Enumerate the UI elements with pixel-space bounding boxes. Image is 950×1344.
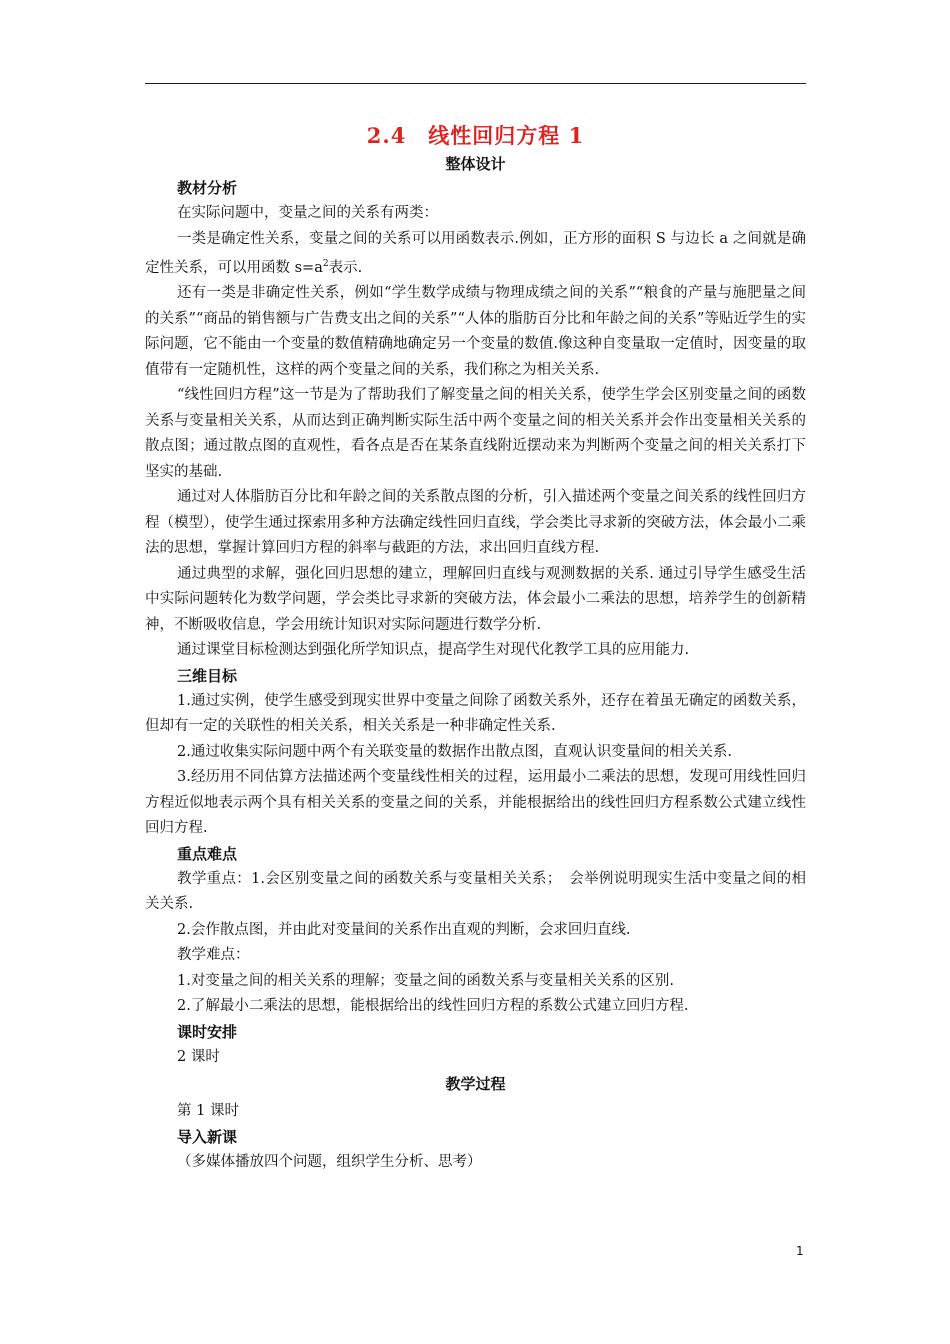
paragraph: 2.通过收集实际问题中两个有关联变量的数据作出散点图，直观认识变量间的相关关系. xyxy=(177,743,732,760)
paragraph: 教学重点：1.会区别变量之间的函数关系与变量相关关系； 会举例说明现实生活中变量之间的相关关系. xyxy=(145,870,806,913)
paragraph: 通过对人体脂肪百分比和年龄之间的关系散点图的分析，引入描述两个变量之间关系的线性回归方程（模型），使学生通过探索用多种方法确定线性回归直线，学会类比寻求新的突破方法，体会最小二乘法的思想，掌握计算回归方程的斜率与截距的方法，求出回归直线方程. xyxy=(145,489,806,557)
section-heading-key-points: 重点难点 xyxy=(177,844,238,863)
section-heading-teaching-process: 教学过程 xyxy=(445,1075,506,1094)
paragraph: 教学难点： xyxy=(177,947,250,964)
section-heading-introduction: 导入新课 xyxy=(177,1127,238,1146)
paragraph: （多媒体播放四个问题，组织学生分析、思考） xyxy=(177,1153,482,1170)
document-title: 2.4 线性回归方程 1 xyxy=(366,123,585,148)
header-rule xyxy=(145,83,806,84)
section-heading-schedule: 课时安排 xyxy=(177,1022,238,1041)
paragraph: 通过典型的求解，强化回归思想的建立，理解回归直线与观测数据的关系. 通过引导学生感受生活中实际问题转化为数学问题，学会类比寻求新的突破方法，体会最小二乘法的思想，培养学生的创新精神，不断吸收信息，学会用统计知识对实际问题进行数学分析. xyxy=(145,565,806,633)
section-heading-objectives: 三维目标 xyxy=(177,666,238,685)
paragraph: 通过课堂目标检测达到强化所学知识点，提高学生对现代化教学工具的应用能力. xyxy=(177,642,690,659)
paragraph: 2.会作散点图，并由此对变量间的关系作出直观的判断，会求回归直线. xyxy=(177,921,631,938)
paragraph: 3.经历用不同估算方法描述两个变量线性相关的过程，运用最小二乘法的思想，发现可用线性回归方程近似地表示两个具有相关关系的变量之间的关系，并能根据给出的线性回归方程系数公式建立线性回归方程. xyxy=(145,769,806,837)
document-body xyxy=(145,120,806,1175)
paragraph: 1.通过实例，使学生感受到现实世界中变量之间除了函数关系外，还存在着虽无确定的函数关系，但却有一定的关联性的相关关系，相关关系是一种非确定性关系. xyxy=(145,692,806,735)
paragraph: 第 1 课时 xyxy=(177,1103,239,1120)
paragraph: 还有一类是非确定性关系，例如“学生数学成绩与物理成绩之间的关系”“粮食的产量与施肥量之间的关系”“商品的销售额与广告费支出之间的关系”“人体的脂肪百分比和年龄之间的关系”等贴近学生的实际问题，它不能由一个变量的数值精确地确定另一个变量的数值.像这种自变量取一定值时，因变量的取值带有一定随机性，这样的两个变量之间的关系，我们称之为相关关系. xyxy=(145,285,806,378)
document-subtitle: 整体设计 xyxy=(445,155,506,173)
paragraph: 2.了解最小二乘法的思想，能根据给出的线性回归方程的系数公式建立回归方程. xyxy=(177,998,689,1015)
paragraph: 一类是确定性关系，变量之间的关系可以用函数表示.例如，正方形的面积 S 与边长 a 之间就是确定性关系，可以用函数 $s=a^2$表示. xyxy=(145,230,806,276)
paragraph: 2 课时 xyxy=(177,1048,220,1065)
paragraph: “线性回归方程”这一节是为了帮助我们了解变量之间的相关关系，使学生学会区别变量之间的函数关系与变量相关关系，从而达到正确判断实际生活中两个变量之间的相关关系并会作出变量相关关系的散点图；通过散点图的直观性，看各点是否在某条直线附近摆动来为判断两个变量之间的相关关系打下坚实的基础. xyxy=(145,387,806,480)
paragraph: 在实际问题中，变量之间的关系有两类： xyxy=(177,205,438,221)
page-number: 1 xyxy=(796,1244,804,1258)
section-heading-textbook-analysis: 教材分析 xyxy=(177,179,238,197)
paragraph: 1.对变量之间的相关关系的理解；变量之间的函数关系与变量相关关系的区别. xyxy=(177,972,674,989)
